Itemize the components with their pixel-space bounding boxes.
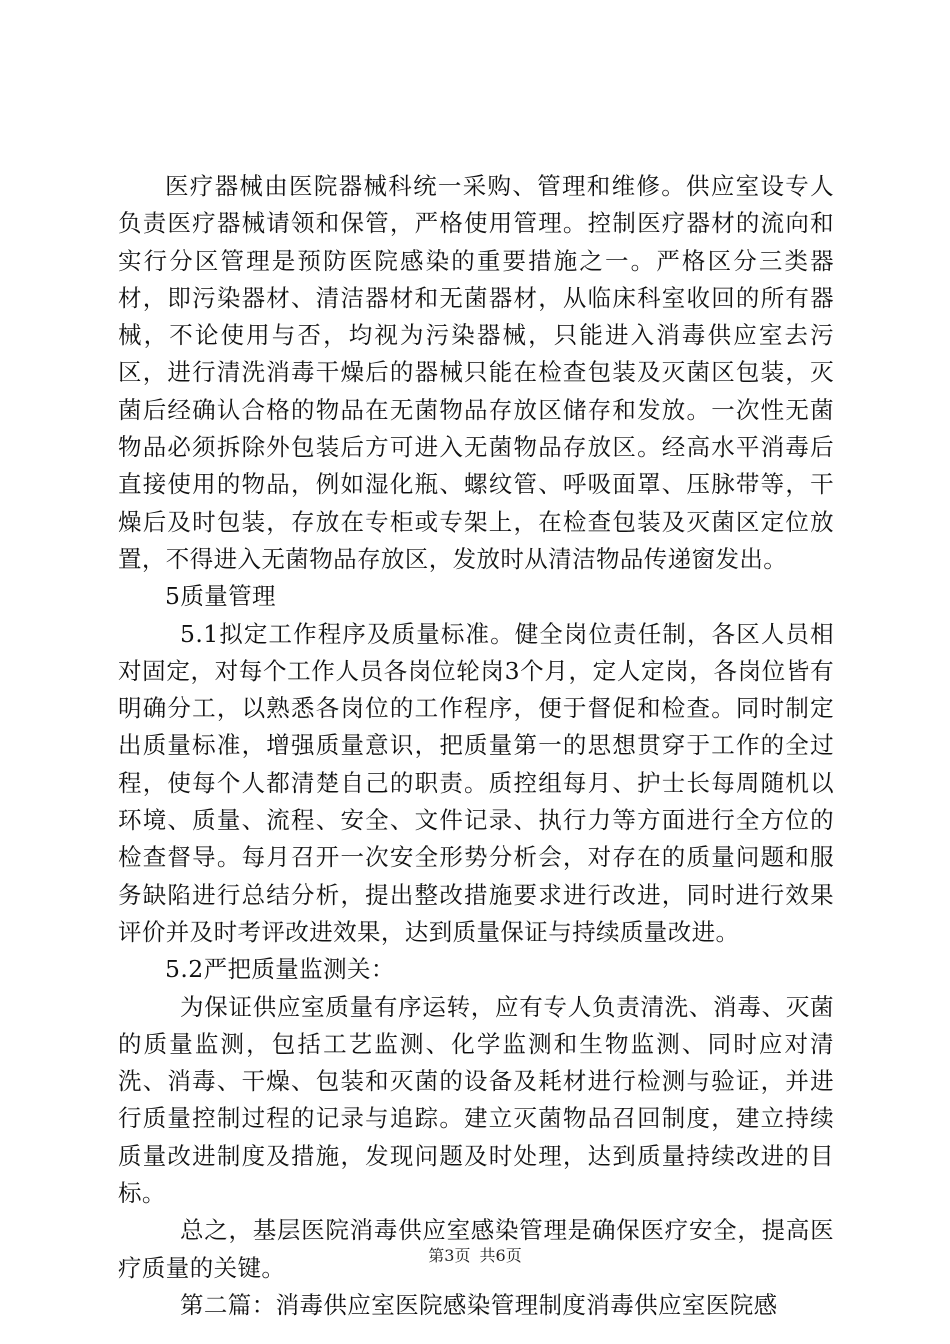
- document-body: [118, 168, 834, 1324]
- page-footer: [0, 1246, 950, 1266]
- paragraph-conclusion: 总之，基层医院消毒供应室感染管理是确保医疗安全，提高医疗质量的关键。: [118, 1216, 834, 1282]
- paragraph-equipment-management: 医疗器械由医院器械科统一采购、管理和维修。供应室设专人负责医疗器械请领和保管，严格使用管理。控制医疗器材的流向和实行分区管理是预防医院感染的重要措施之一。严格区分三类器材，即污染器材、清洁器材和无菌器材，从临床科室收回的所有器械，不论使用与否，均视为污染器械，只能进入消毒供应室去污区，进行清洗消毒干燥后的器械只能在检查包装及灭菌区包装，灭菌后经确认合格的物品在无菌物品存放区储存和发放。一次性无菌物品必须拆除外包装后方可进入无菌物品存放区。经高水平消毒后直接使用的物品，例如湿化瓶、螺纹管、呼吸面罩、压脉带等，干燥后及时包装，存放在专柜或专架上，在检查包装及灭菌区定位放置，不得进入无菌物品存放区，发放时从清洁物品传递窗发出。: [118, 172, 834, 573]
- paragraph-quality-monitoring: 为保证供应室质量有序运转，应有专人负责清洗、消毒、灭菌的质量监测，包括工艺监测、化学监测和生物监测、同时应对清洗、消毒、干燥、包装和灭菌的设备及耗材进行检测与验证，并进行质量控制过程的记录与追踪。建立灭菌物品召回制度，建立持续质量改进制度及措施，发现问题及时处理，达到质量持续改进的目标。: [118, 992, 834, 1208]
- paragraph-work-procedures: 5.1拟定工作程序及质量标准。健全岗位责任制，各区人员相对固定，对每个工作人员各岗位轮岗3个月，定人定岗，各岗位皆有明确分工，以熟悉各岗位的工作程序，便于督促和检查。同时制定出质量标准，增强质量意识，把质量第一的思想贯穿于工作的全过程，使每个人都清楚自己的职责。质控组每月、护士长每周随机以环境、质量、流程、安全、文件记录、执行力等方面进行全方位的检查督导。每月召开一次安全形势分析会，对存在的质量问题和服务缺陷进行总结分析，提出整改措施要求进行改进，同时进行效果评价并及时考评改进效果，达到质量保证与持续质量改进。: [118, 619, 834, 946]
- section-heading-quality-management: 5质量管理: [165, 582, 276, 611]
- section-heading-quality-monitoring: 5.2严把质量监测关：: [165, 955, 395, 984]
- page-number: 第3页: [428, 1246, 471, 1265]
- page-total: 共6页: [479, 1246, 522, 1265]
- paragraph-second-article-title: 第二篇：消毒供应室医院感染管理制度消毒供应室医院感: [180, 1290, 778, 1319]
